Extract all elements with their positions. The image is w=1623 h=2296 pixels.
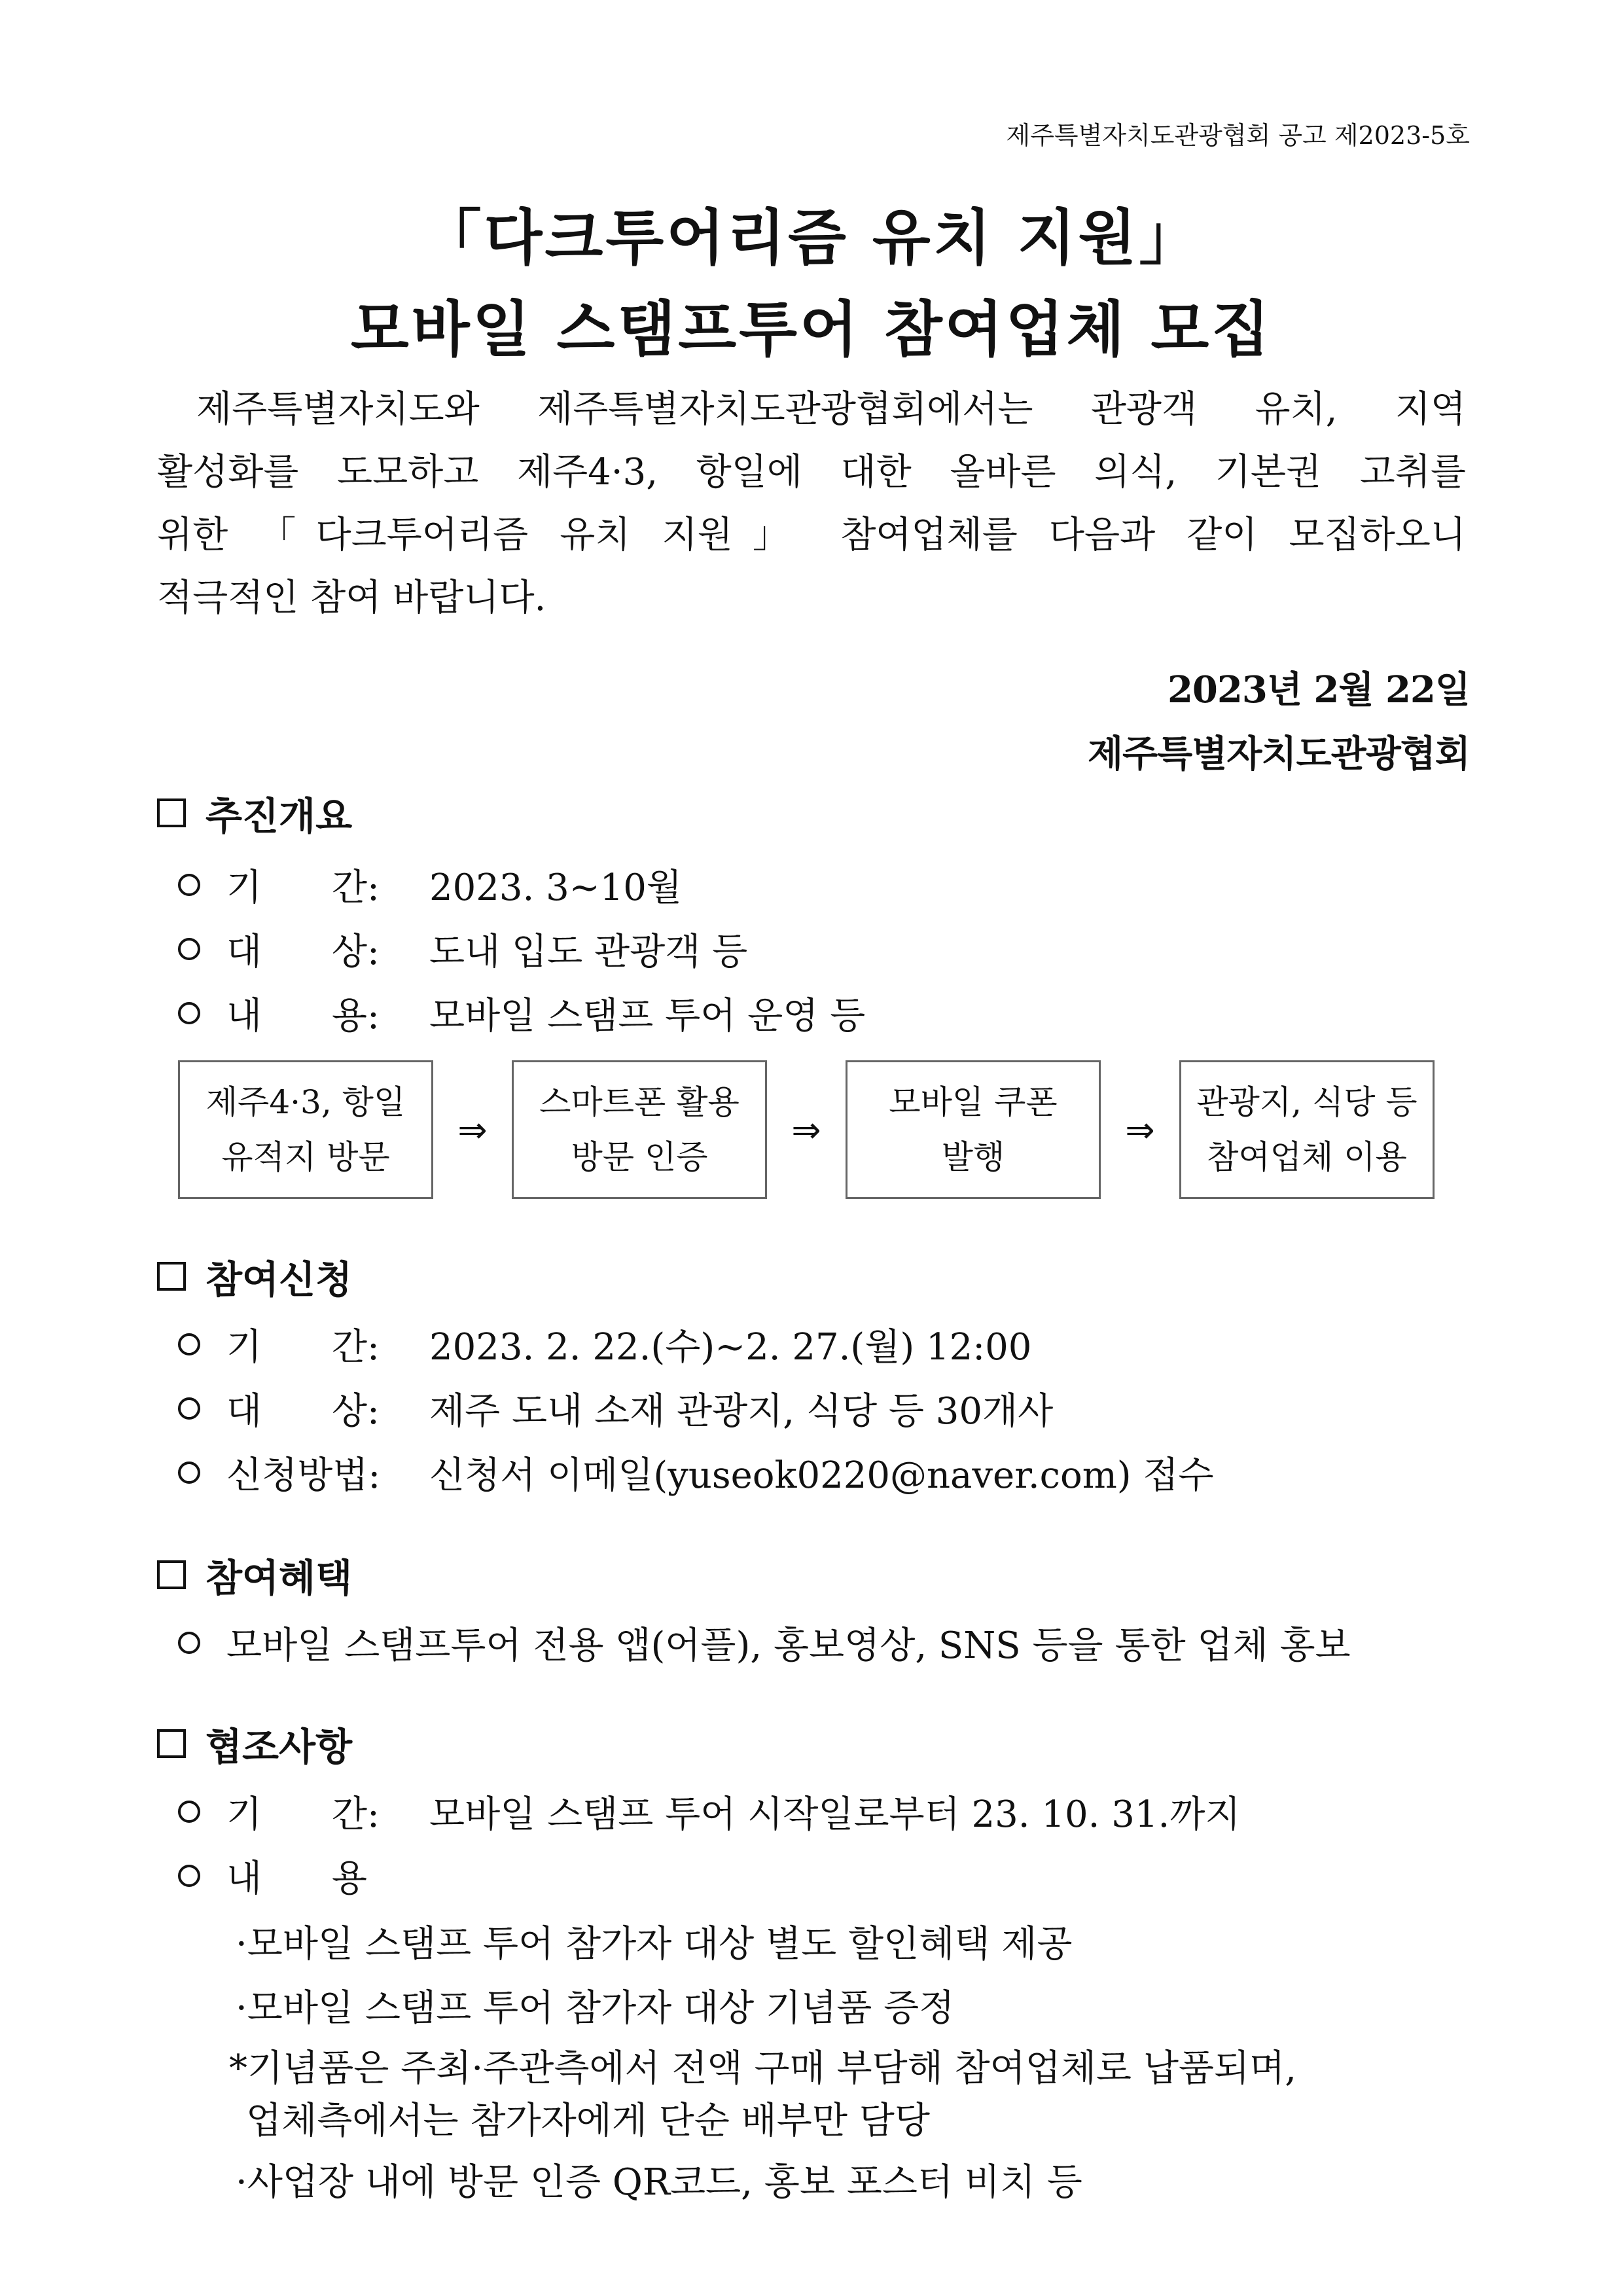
cooperation-item xyxy=(178,1785,1241,1838)
section-heading: 참여신청 xyxy=(205,1257,353,1302)
circle-bullet-icon xyxy=(178,1002,200,1024)
flow-step xyxy=(846,1060,1101,1199)
overview-item xyxy=(178,923,747,975)
flow-step-line: 스마트폰 활용 xyxy=(539,1083,740,1121)
flow-step-line: 발행 xyxy=(941,1138,1005,1176)
intro-paragraph xyxy=(157,378,1466,630)
item-label: 대 상: xyxy=(226,1390,380,1433)
cooperation-note: *기념품은 주최·주관측에서 전액 구매 부담해 참여업체로 납품되며, xyxy=(229,2047,1296,2090)
circle-bullet-icon xyxy=(178,1333,200,1355)
circle-bullet-icon xyxy=(178,874,200,896)
right-arrow-icon: ⇒ xyxy=(791,1109,821,1151)
flow-step-line: 방문 인증 xyxy=(571,1138,708,1176)
intro-line: 적극적인 참여 바랍니다. xyxy=(157,577,546,619)
circle-bullet-icon xyxy=(178,1462,200,1484)
flow-step-line: 모바일 쿠폰 xyxy=(889,1083,1058,1121)
organization-name: 제주특별자치도관광협회 xyxy=(1087,732,1470,776)
title-line-1: 「다크투어리즘 유치 지원」 xyxy=(421,203,1202,273)
item-label: 내 용: xyxy=(226,995,380,1037)
circle-bullet-icon xyxy=(178,1632,200,1654)
checkbox-icon xyxy=(157,798,186,827)
application-item xyxy=(178,1318,1031,1371)
circle-bullet-icon xyxy=(178,938,200,960)
item-value: 모바일 스탬프 투어 시작일로부터 23. 10. 31.까지 xyxy=(429,1793,1241,1836)
right-arrow-icon: ⇒ xyxy=(1125,1109,1155,1151)
section-heading: 참여혜택 xyxy=(205,1556,353,1600)
benefit-item xyxy=(178,1617,1351,1669)
checkbox-icon xyxy=(157,1729,186,1758)
item-value: 제주 도내 소재 관광지, 식당 등 30개사 xyxy=(429,1390,1054,1433)
flow-step xyxy=(1179,1060,1435,1199)
application-item xyxy=(178,1382,1053,1435)
intro-line: 활성화를 도모하고 제주4·3, 항일에 대한 올바른 의식, 기본권 고취를 xyxy=(157,451,1466,493)
notice-number: 제주특별자치도관광협회 공고 제2023-5호 xyxy=(1006,121,1470,150)
overview-item xyxy=(178,987,865,1039)
section-application xyxy=(157,1249,352,1304)
item-label: 기 간: xyxy=(226,1326,380,1369)
item-label: 기 간: xyxy=(226,1793,380,1836)
item-label: 대 상: xyxy=(226,931,380,973)
section-overview xyxy=(157,785,352,840)
item-value: 모바일 스탬프투어 전용 앱(어플), 홍보영상, SNS 등을 통한 업체 홍보 xyxy=(226,1624,1351,1667)
announcement-date: 2023년 2월 22일 xyxy=(1167,668,1470,711)
section-benefits xyxy=(157,1547,352,1602)
circle-bullet-icon xyxy=(178,1801,200,1823)
cooperation-subitem: ·모바일 스탬프 투어 참가자 대상 별도 할인혜택 제공 xyxy=(236,1923,1073,1965)
process-flow xyxy=(178,1060,1444,1199)
cooperation-subitem: ·모바일 스탬프 투어 참가자 대상 기념품 증정 xyxy=(236,1987,955,2030)
cooperation-item xyxy=(178,1850,429,1902)
cooperation-subitem: ·사업장 내에 방문 인증 QR코드, 홍보 포스터 비치 등 xyxy=(236,2161,1082,2204)
flow-step xyxy=(512,1060,767,1199)
overview-item xyxy=(178,859,682,911)
circle-bullet-icon xyxy=(178,1865,200,1887)
checkbox-icon xyxy=(157,1560,186,1589)
item-value: 신청서 이메일(yuseok0220@naver.com) 접수 xyxy=(429,1454,1214,1497)
right-arrow-icon: ⇒ xyxy=(457,1109,488,1151)
item-value: 2023. 3~10월 xyxy=(429,867,683,909)
item-value: 도내 입도 관광객 등 xyxy=(429,931,748,973)
circle-bullet-icon xyxy=(178,1397,200,1420)
application-item xyxy=(178,1446,1214,1499)
item-value: 2023. 2. 22.(수)~2. 27.(월) 12:00 xyxy=(429,1326,1032,1369)
flow-step-line: 제주4·3, 항일 xyxy=(205,1083,406,1121)
title-line-2: 모바일 스탬프투어 참여업체 모집 xyxy=(350,295,1273,365)
item-label: 내 용 xyxy=(226,1857,367,1900)
item-value: 모바일 스탬프 투어 운영 등 xyxy=(429,995,866,1037)
item-label: 기 간: xyxy=(226,867,380,909)
flow-step-line: 참여업체 이용 xyxy=(1207,1138,1407,1176)
checkbox-icon xyxy=(157,1262,186,1291)
section-heading: 협조사항 xyxy=(205,1725,353,1769)
intro-line: 제주특별자치도와 제주특별자치도관광협회에서는 관광객 유치, 지역 xyxy=(196,388,1466,431)
intro-line: 위한 「다크투어리즘 유치 지원」 참여업체를 다음과 같이 모집하오니 xyxy=(157,514,1466,556)
cooperation-note: 업체측에서는 참가자에게 단순 배부만 담당 xyxy=(246,2100,930,2142)
section-heading: 추진개요 xyxy=(205,794,353,838)
section-cooperation xyxy=(157,1716,352,1771)
item-label: 신청방법: xyxy=(226,1454,381,1497)
flow-step xyxy=(178,1060,433,1199)
flow-step-line: 유적지 방문 xyxy=(221,1138,390,1176)
flow-step-line: 관광지, 식당 등 xyxy=(1196,1083,1418,1121)
